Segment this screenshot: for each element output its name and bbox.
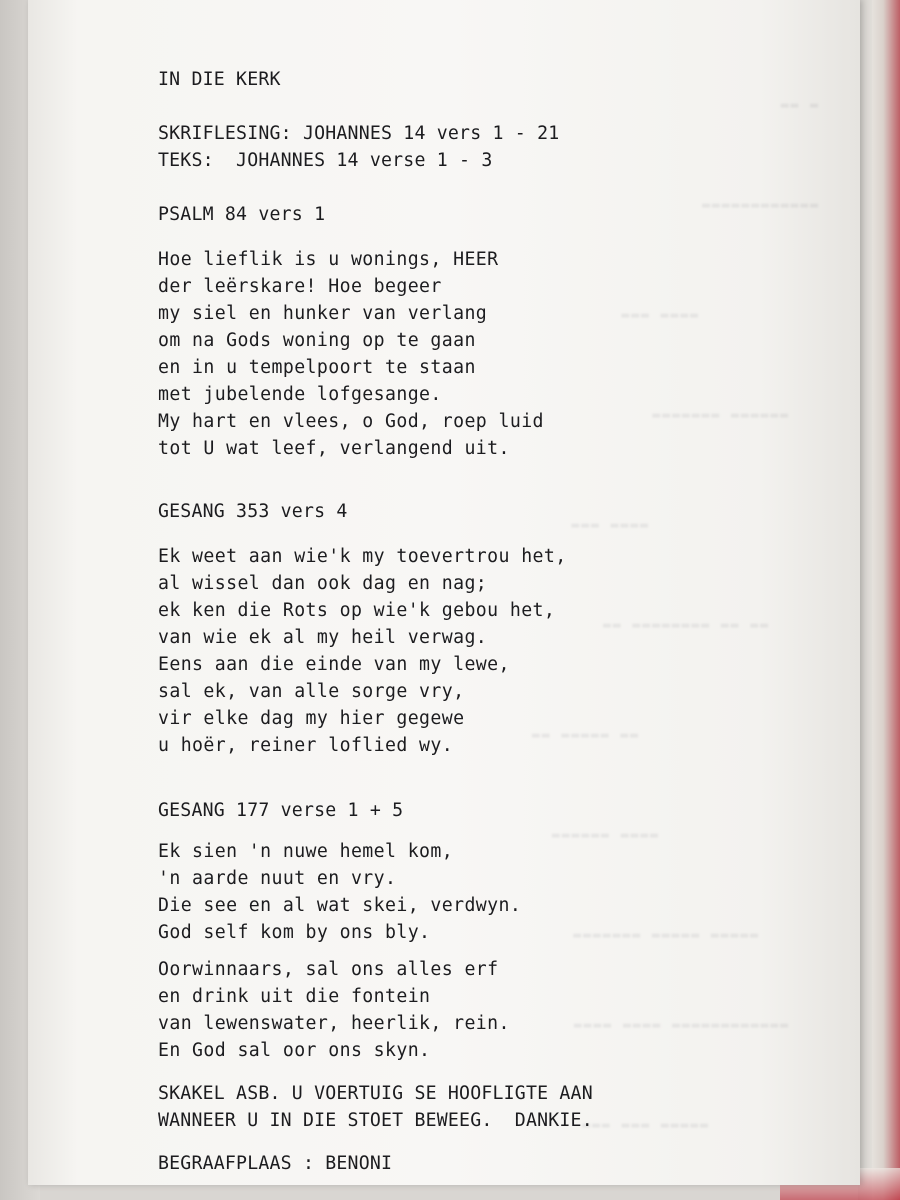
verse-line: Hoe lieflik is u wonings, HEER xyxy=(158,249,499,270)
spacer xyxy=(158,1064,778,1080)
spacer xyxy=(158,93,778,120)
psalm-verse xyxy=(158,246,778,462)
verse-line: ek ken die Rots op wie'k gebou het, xyxy=(158,600,556,621)
verse-line: van lewenswater, heerlik, rein. xyxy=(158,1013,510,1034)
verse-line: sal ek, van alle sorge vry, xyxy=(158,681,465,702)
spacer xyxy=(158,525,778,543)
verse-line: Ek sien 'n nuwe hemel kom, xyxy=(158,841,454,862)
verse-line: vir elke dag my hier gegewe xyxy=(158,708,465,729)
verse-line: En God sal oor ons skyn. xyxy=(158,1040,431,1061)
psalm-heading: PSALM 84 vers 1 xyxy=(158,204,326,225)
page-title: IN DIE KERK xyxy=(158,69,281,90)
verse-line: Ek weet aan wie'k my toevertrou het, xyxy=(158,546,567,567)
spacer xyxy=(158,462,778,498)
verse-line: en drink uit die fontein xyxy=(158,986,431,1007)
verse-line: der leërskare! Hoe begeer xyxy=(158,276,442,297)
sermon-text: TEKS: JOHANNES 14 verse 1 - 3 xyxy=(158,150,493,171)
cemetery-line: BEGRAAFPLAAS : BENONI xyxy=(158,1153,393,1174)
spacer xyxy=(158,1134,778,1150)
hymn-353-verse xyxy=(158,543,778,759)
scripture-reading: SKRIFLESING: JOHANNES 14 vers 1 - 21 xyxy=(158,123,560,144)
hymn-353-heading: GESANG 353 vers 4 xyxy=(158,501,348,522)
spacer xyxy=(158,824,778,838)
spacer xyxy=(158,946,778,956)
hymn-177-stanza-1 xyxy=(158,838,778,946)
verse-line: van wie ek al my heil verwag. xyxy=(158,627,488,648)
verse-line: tot U wat leef, verlangend uit. xyxy=(158,438,510,459)
verse-line: Eens aan die einde van my lewe, xyxy=(158,654,510,675)
verse-line: u hoër, reiner loflied wy. xyxy=(158,735,454,756)
spacer xyxy=(158,228,778,246)
verse-line: Oorwinnaars, sal ons alles erf xyxy=(158,959,499,980)
program-text xyxy=(158,66,778,1177)
verse-line: Die see en al wat skei, verdwyn. xyxy=(158,895,522,916)
spacer xyxy=(158,174,778,201)
spacer xyxy=(158,759,778,797)
red-cover-edge xyxy=(872,0,900,1200)
notice-line: SKAKEL ASB. U VOERTUIG SE HOOFLIGTE AAN xyxy=(158,1083,593,1104)
verse-line: en in u tempelpoort te staan xyxy=(158,357,476,378)
verse-line: al wissel dan ook dag en nag; xyxy=(158,573,488,594)
headlights-notice xyxy=(158,1080,778,1134)
verse-line: God self kom by ons bly. xyxy=(158,922,431,943)
verse-line: met jubelende lofgesange. xyxy=(158,384,442,405)
verse-line: My hart en vlees, o God, roep luid xyxy=(158,411,544,432)
verse-line: om na Gods woning op te gaan xyxy=(158,330,476,351)
verse-line: my siel en hunker van verlang xyxy=(158,303,488,324)
notice-line: WANNEER U IN DIE STOET BEWEEG. DANKIE. xyxy=(158,1110,593,1131)
hymn-177-heading: GESANG 177 verse 1 + 5 xyxy=(158,800,404,821)
verse-line: 'n aarde nuut en vry. xyxy=(158,868,397,889)
hymn-177-stanza-5 xyxy=(158,956,778,1064)
